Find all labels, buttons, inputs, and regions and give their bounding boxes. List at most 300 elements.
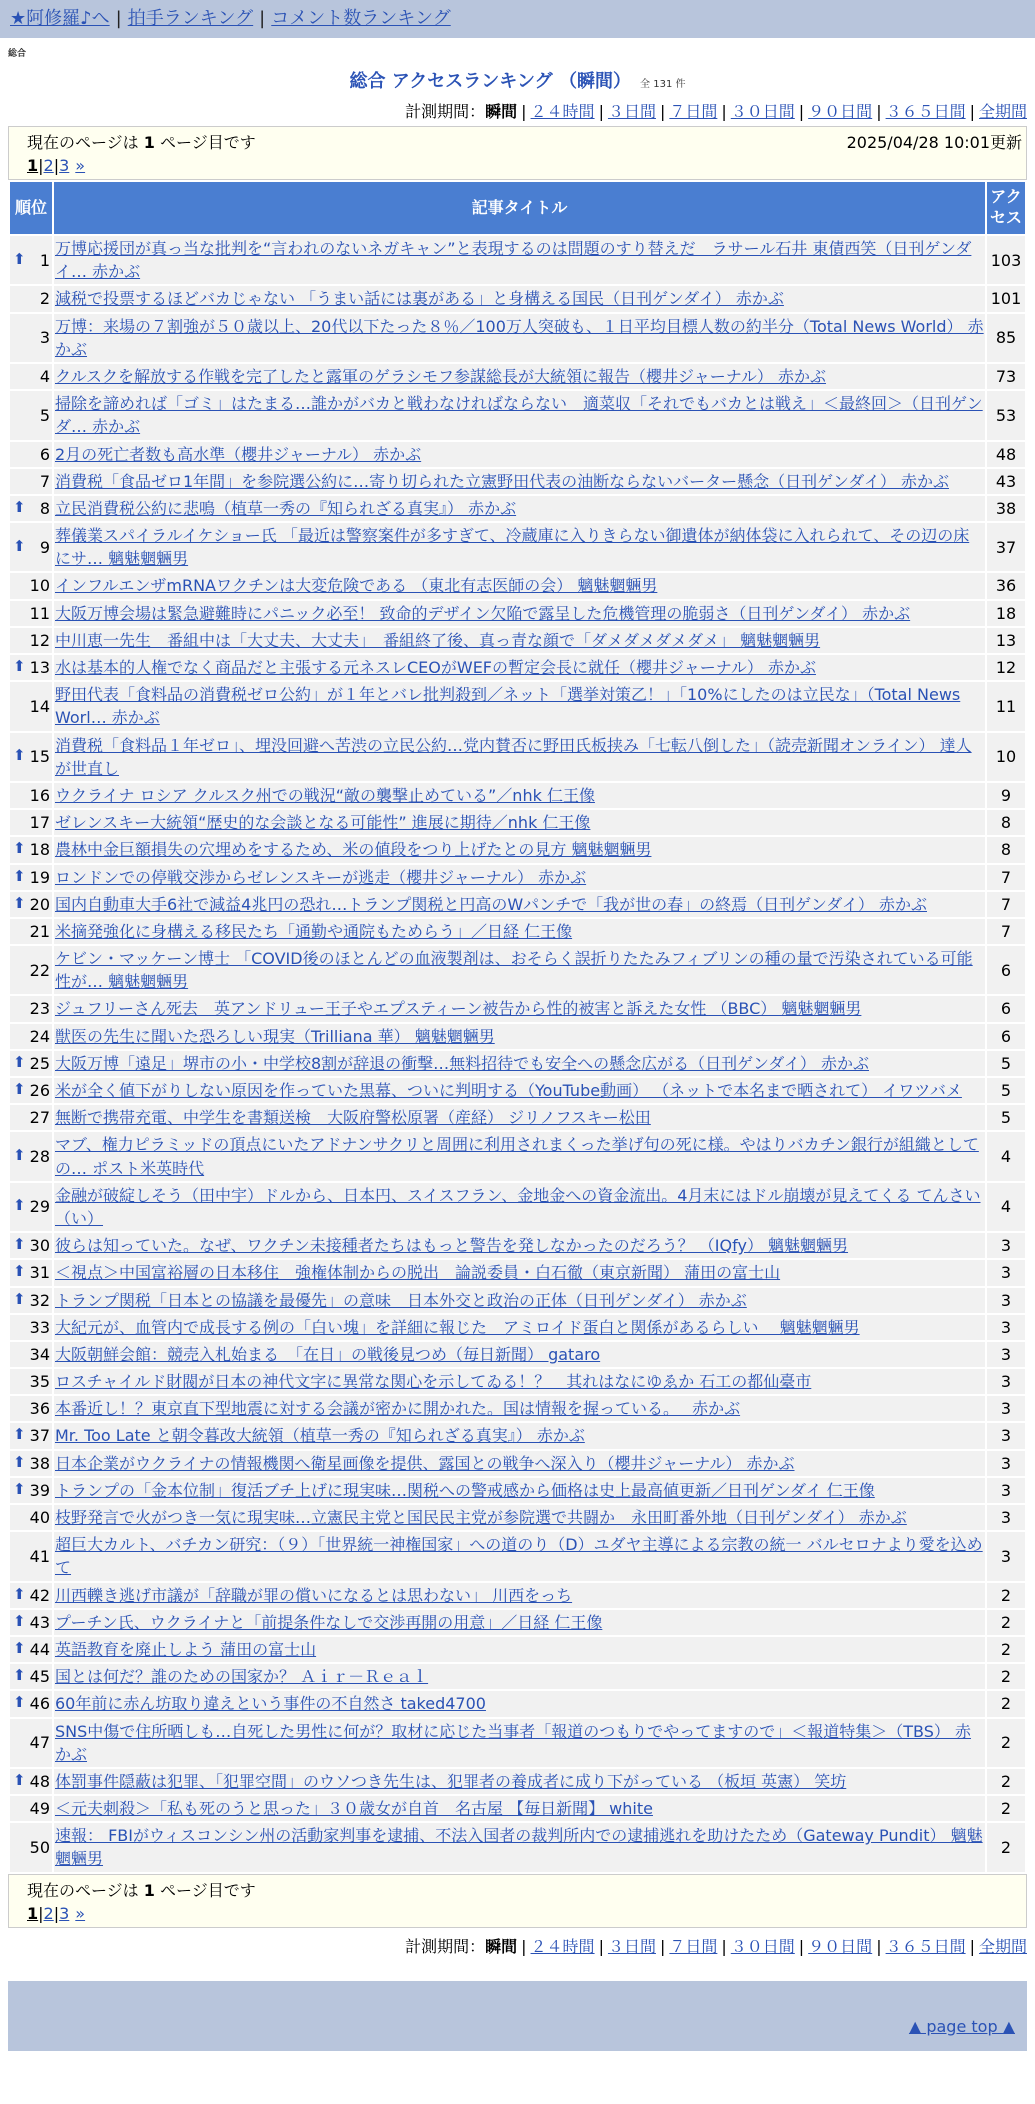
page-link-3[interactable]: 3 <box>59 156 70 175</box>
access-count: 53 <box>987 391 1025 439</box>
period-current: 瞬間 <box>485 1936 518 1956</box>
article-link[interactable]: 日本企業がウクライナの情報機関へ衛星画像を提供、露国との戦争へ深入り（櫻井ジャーナル） 赤かぶ <box>55 1453 795 1473</box>
rank-number: 34 <box>29 1344 50 1364</box>
article-link[interactable]: 掃除を諦めれば「ゴミ」はたまる…誰かがバカと戦わなければならない 適菜収「それでもバカとは戦え」＜最終回＞（日刊ゲンダ… 赤かぶ <box>55 394 983 437</box>
rank-number: 10 <box>29 576 50 596</box>
article-link[interactable]: 2月の死亡者数も高水準（櫻井ジャーナル） 赤かぶ <box>55 444 422 464</box>
page-top-link[interactable]: ▲ page top ▲ <box>908 2016 1015 2036</box>
up-arrow-icon: ⬆ <box>13 497 26 516</box>
access-count: 3 <box>987 1233 1025 1258</box>
article-link[interactable]: ロスチャイルド財閥が日本の神代文字に異常な関心を示してゐる！？ 其れはなにゆゑか 石工の都仙臺市 <box>55 1372 812 1392</box>
access-count: 2 <box>987 1691 1025 1716</box>
article-link[interactable]: 金融が破綻しそう（田中宇）ドルから、日本円、スイスフラン、金地金への資金流出。4月末にはドル崩壊が見えてくる てんさい（い） <box>55 1185 981 1228</box>
title-header: 記事タイトル <box>54 182 985 234</box>
period-option-5-bottom[interactable]: ３６５日間 <box>885 1936 966 1956</box>
up-arrow-icon: ⬆ <box>13 1611 26 1630</box>
article-link[interactable]: トランプ関税「日本との協議を最優先」の意味 日本外交と政治の正体（日刊ゲンダイ） 赤かぶ <box>55 1290 747 1310</box>
table-row <box>10 892 1025 917</box>
article-link[interactable]: 野田代表「食料品の消費税ゼロ公約」が１年とバレ批判殺到／ネット「選挙対策乙！」「10%にしたのは立民な」（Total News Worl… 赤かぶ <box>55 685 961 728</box>
rank-number: 26 <box>29 1081 50 1100</box>
period-option-4-bottom[interactable]: ９０日間 <box>808 1936 873 1956</box>
title-cell <box>54 1610 985 1635</box>
table-row <box>10 1451 1025 1476</box>
table-row <box>10 1078 1025 1103</box>
clap-ranking-link[interactable]: 拍手ランキング <box>127 8 254 29</box>
article-link[interactable]: 葬儀業スパイラルイケショー氏 「最近は警察案件が多すぎて、冷蔵庫に入りきらない御遺体が納体袋に入れられて、その辺の床にサ… 魑魅魍魎男 <box>55 526 970 569</box>
access-count: 101 <box>987 286 1025 311</box>
article-link[interactable]: 英語教育を廃止しよう 蒲田の富士山 <box>55 1639 317 1659</box>
access-count: 4 <box>987 1132 1025 1180</box>
article-link[interactable]: ＜元夫刺殺＞「私も死のうと思った」３０歳女が自首 名古屋 【毎日新聞】 white <box>55 1799 653 1819</box>
access-count: 6 <box>987 996 1025 1021</box>
access-count: 103 <box>987 236 1025 284</box>
access-count: 3 <box>987 1315 1025 1340</box>
current-page-text <box>27 1878 1014 1901</box>
access-count: 2 <box>987 1796 1025 1821</box>
period-option-1[interactable]: ３日間 <box>607 102 656 121</box>
table-row <box>10 1396 1025 1421</box>
up-arrow-icon: ⬆ <box>13 1584 26 1603</box>
title-cell <box>54 469 985 494</box>
title-cell <box>54 892 985 917</box>
article-link[interactable]: クルスクを解放する作戦を完了したと露軍のゲラシモフ参謀総長が大統領に報告（櫻井ジャーナル） 赤かぶ <box>55 366 827 386</box>
title-cell <box>54 1637 985 1662</box>
rank-cell <box>10 1719 52 1767</box>
rank-number: 13 <box>29 658 50 677</box>
pagination <box>27 1904 1014 1923</box>
title-cell <box>54 1396 985 1421</box>
article-link[interactable]: 減税で投票するほどバカじゃない 「うまい話には裏がある」と身構える国民（日刊ゲンダイ） 赤かぶ <box>55 289 784 309</box>
article-link[interactable]: 万博応援団が真っ当な批判を“言われのないネガキャン”と表現するのは問題のすり替えだ ラサール石井 東債西笑（日刊ゲンダイ… 赤かぶ <box>55 239 972 282</box>
title-cell <box>54 1796 985 1821</box>
current-page-number: 1 <box>143 1880 155 1900</box>
table-row <box>10 837 1025 862</box>
period-separator: | <box>876 1936 882 1956</box>
rank-number: 44 <box>29 1639 50 1659</box>
rank-cell <box>10 1288 52 1313</box>
home-link[interactable]: ★阿修羅♪へ <box>10 8 110 29</box>
page-info-bottom <box>8 1874 1027 1928</box>
period-option-2[interactable]: ７日間 <box>669 102 718 121</box>
article-link[interactable]: マブ、権力ピラミッドの頂点にいたアドナンサクリと周囲に利用されまくった挙げ句の死に様。やはりバカチン銀行が組織としての… ポスト米英時代 <box>55 1135 979 1178</box>
access-count: 3 <box>987 1505 1025 1530</box>
rank-cell <box>10 496 52 521</box>
rank-number: 37 <box>29 1426 50 1446</box>
rank-number: 18 <box>29 840 50 860</box>
article-link[interactable]: 国内自動車大手6社で減益4兆円の恐れ…トランプ関税と円高のWパンチで「我が世の春」の終焉（日刊ゲンダイ） 赤かぶ <box>55 894 927 914</box>
title-cell <box>54 996 985 1021</box>
rank-number: 31 <box>29 1263 50 1283</box>
rank-number: 7 <box>39 471 50 491</box>
title-cell <box>54 1051 985 1076</box>
title-cell <box>54 364 985 389</box>
rank-number: 28 <box>29 1146 50 1166</box>
article-link[interactable]: 大紀元が、血管内で成長する例の「白い塊」を詳細に報じた アミロイド蛋白と関係があるらしい 魑魅魍魎男 <box>55 1317 860 1337</box>
article-link[interactable]: 大阪万博会場は緊急避難時にパニック必至！ 致命的デザイン欠陥で露呈した危機管理の脆弱さ（日刊ゲンダイ） 赤かぶ <box>55 603 911 623</box>
table-row <box>10 1260 1025 1285</box>
up-arrow-icon: ⬆ <box>13 536 26 555</box>
rank-cell <box>10 1233 52 1258</box>
article-link[interactable]: 米摘発強化に身構える移民たち「通勤や通院もためらう」／日経 仁王像 <box>55 921 573 941</box>
up-arrow-icon: ⬆ <box>13 1666 26 1685</box>
article-link[interactable]: 60年前に赤ん坊取り違えという事件の不自然さ taked4700 <box>55 1694 486 1714</box>
pagination <box>27 156 1014 175</box>
table-row <box>10 1691 1025 1716</box>
access-count: 2 <box>987 1823 1025 1871</box>
table-row <box>10 496 1025 521</box>
main-content <box>0 46 1035 1957</box>
rank-cell <box>10 682 52 730</box>
article-link[interactable]: トランプの「金本位制」復活ブチ上げに現実味…関税への警戒感から価格は史上最高値更新／日刊ゲンダイ 仁王像 <box>55 1480 875 1500</box>
title-cell <box>54 655 985 680</box>
table-row <box>10 1288 1025 1313</box>
table-row <box>10 1132 1025 1180</box>
period-option-4[interactable]: ９０日間 <box>808 102 873 121</box>
table-row <box>10 442 1025 467</box>
title-cell <box>54 1664 985 1689</box>
top-nav-bar <box>0 0 1035 38</box>
title-cell <box>54 1769 985 1794</box>
rank-cell <box>10 314 52 362</box>
rank-cell <box>10 1342 52 1367</box>
up-arrow-icon: ⬆ <box>13 1289 26 1308</box>
period-option-6[interactable]: 全期間 <box>978 102 1027 121</box>
period-separator: | <box>969 1936 975 1956</box>
access-count: 7 <box>987 865 1025 890</box>
access-count: 3 <box>987 1260 1025 1285</box>
access-count: 3 <box>987 1423 1025 1448</box>
rank-number: 23 <box>29 999 50 1019</box>
rank-cell <box>10 919 52 944</box>
current-page-number: 1 <box>143 133 155 152</box>
ranking-table <box>8 180 1027 1874</box>
up-arrow-icon: ⬆ <box>13 1693 26 1712</box>
rank-number: 32 <box>29 1290 50 1310</box>
period-option-5[interactable]: ３６５日間 <box>885 102 966 121</box>
title-cell <box>54 1478 985 1503</box>
page-link-1: 1 <box>27 156 39 175</box>
up-arrow-icon: ⬆ <box>13 839 26 858</box>
table-row <box>10 1183 1025 1231</box>
page-top-bar <box>8 2011 1027 2051</box>
access-count: 3 <box>987 1342 1025 1367</box>
table-row <box>10 314 1025 362</box>
access-count: 8 <box>987 810 1025 835</box>
article-link[interactable]: 万博：来場の７割強が５０歳以上、20代以下たった８％／100万人突破も、１日平均目標人数の約半分（Total News World） 赤かぶ <box>55 316 984 359</box>
rank-number: 50 <box>29 1837 50 1857</box>
up-arrow-icon: ⬆ <box>13 1145 26 1164</box>
article-link[interactable]: ＜視点＞中国富裕層の日本移住 強権体制からの脱出 論説委員・白石徹（東京新聞） 蒲田の富士山 <box>55 1263 781 1283</box>
period-selector-bottom <box>8 1934 1027 1957</box>
title-cell <box>54 919 985 944</box>
article-link[interactable]: 消費税「食料品１年ゼロ」、埋没回避へ苦渋の立民公約…党内賛否に野田氏板挟み「七転八倒した」（読売新聞オンライン） 達人が世直し <box>55 735 972 778</box>
period-separator: | <box>659 102 666 121</box>
period-option-3-bottom[interactable]: ３０日間 <box>730 1936 795 1956</box>
article-link[interactable]: プーチン氏、ウクライナと「前提条件なしで交渉再開の用意」／日経 仁王像 <box>55 1612 603 1632</box>
rank-number: 22 <box>29 960 50 980</box>
article-link[interactable]: ゼレンスキー大統領“歴史的な会談となる可能性” 進展に期待／nhk 仁王像 <box>55 813 591 833</box>
article-link[interactable]: ウクライナ ロシア クルスク州での戦況“敵の襲撃止めている”／nhk 仁王像 <box>55 785 595 805</box>
table-row <box>10 1796 1025 1821</box>
rank-number: 39 <box>29 1480 50 1500</box>
next-page-link[interactable]: » <box>75 1903 86 1923</box>
table-row <box>10 1051 1025 1076</box>
table-row <box>10 469 1025 494</box>
rank-number: 43 <box>29 1612 50 1632</box>
title-cell <box>54 1233 985 1258</box>
rank-number: 14 <box>29 696 50 716</box>
rank-number: 11 <box>29 603 50 623</box>
rank-cell <box>10 1369 52 1394</box>
rank-cell <box>10 1423 52 1448</box>
title-cell <box>54 1532 985 1580</box>
title-cell <box>54 573 985 598</box>
page-text-prefix: 現在のページは <box>27 133 139 152</box>
article-link[interactable]: ロンドンでの停戦交渉からゼレンスキーが逃走（櫻井ジャーナル） 赤かぶ <box>55 867 587 887</box>
period-separator: | <box>598 102 604 121</box>
up-arrow-icon: ⬆ <box>13 1235 26 1254</box>
period-separator: | <box>798 1936 805 1956</box>
period-option-2-bottom[interactable]: ７日間 <box>669 1936 718 1956</box>
title-cell <box>54 628 985 653</box>
rank-number: 6 <box>39 444 50 464</box>
up-arrow-icon: ⬆ <box>13 1638 26 1657</box>
title-cell <box>54 733 985 781</box>
title-cell <box>54 1369 985 1394</box>
rank-cell <box>10 1315 52 1340</box>
access-count: 36 <box>987 573 1025 598</box>
page-text-suffix: ページ目です <box>160 1880 256 1900</box>
article-link[interactable]: インフルエンザmRNAワクチンは大変危険である （東北有志医師の会） 魑魅魍魎男 <box>55 576 658 596</box>
period-option-1-bottom[interactable]: ３日間 <box>607 1936 656 1956</box>
rank-number: 29 <box>29 1197 50 1217</box>
up-arrow-icon: ⬆ <box>13 866 26 885</box>
period-option-3[interactable]: ３０日間 <box>730 102 795 121</box>
rank-number: 36 <box>29 1399 50 1419</box>
article-link[interactable]: ジュフリーさん死去 英アンドリュー王子やエプスティーン被告から性的被害と訴えた女性 （BBC） 魑魅魍魎男 <box>55 999 862 1019</box>
title-cell <box>54 1288 985 1313</box>
access-count: 85 <box>987 314 1025 362</box>
article-link[interactable]: 国とは何だ？誰のための国家か？ Ａｉｒ－Ｒｅａｌ <box>55 1667 429 1687</box>
access-count: 73 <box>987 364 1025 389</box>
table-row <box>10 1637 1025 1662</box>
article-link[interactable]: 無断で携帯充電、中学生を書類送検 大阪府警松原署（産経） ジリノフスキー松田 <box>55 1108 651 1128</box>
rank-number: 21 <box>29 921 50 941</box>
table-row <box>10 1823 1025 1871</box>
table-row <box>10 1342 1025 1367</box>
period-separator: | <box>969 102 975 121</box>
title-cell <box>54 865 985 890</box>
rank-number: 20 <box>29 894 50 914</box>
nav-separator: | <box>259 8 266 29</box>
title-cell <box>54 1342 985 1367</box>
rank-number: 47 <box>29 1733 50 1753</box>
access-count: 2 <box>987 1637 1025 1662</box>
title-cell <box>54 1024 985 1049</box>
access-count: 10 <box>987 733 1025 781</box>
next-page-link[interactable]: » <box>75 156 86 175</box>
access-count: 2 <box>987 1583 1025 1608</box>
page-link-3[interactable]: 3 <box>59 1903 70 1923</box>
rank-number: 48 <box>29 1771 50 1791</box>
table-row <box>10 1315 1025 1340</box>
title-cell <box>54 1823 985 1871</box>
table-row <box>10 919 1025 944</box>
article-link[interactable]: 枝野発言で火がつき一気に現実味…立憲民主党と国民民主党が参院選で共闘か 永田町番外地（日刊ゲンダイ） 赤かぶ <box>55 1508 907 1527</box>
page-text-prefix: 現在のページは <box>27 1880 139 1900</box>
article-link[interactable]: ケビン・マッケーン博士 「COVID後のほとんどの血液製剤は、おそらく誤折りたたみフィブリンの種の量で汚染されている可能性が… 魑魅魍魎男 <box>55 949 973 992</box>
rank-cell <box>10 1583 52 1608</box>
title-cell <box>54 1315 985 1340</box>
article-link[interactable]: 速報： FBIがウィスコンシン州の活動家判事を逮捕、不法入国者の裁判所内での逮捕逃れを助けたため（Gateway Pundit） 魑魅魍魎男 <box>55 1826 983 1869</box>
article-link[interactable]: 中川恵一先生 番組中は「大丈夫、大丈夫」 番組終了後、真っ青な顔で「ダメダメダメダメ」 魑魅魍魎男 <box>55 630 821 650</box>
total-count: 全 131 件 <box>640 79 686 90</box>
article-link[interactable]: 獣医の先生に聞いた恐ろしい現実（Trilliana 華） 魑魅魍魎男 <box>55 1026 495 1046</box>
up-arrow-icon: ⬆ <box>13 1770 26 1789</box>
page-link-2[interactable]: 2 <box>43 1903 54 1923</box>
rank-cell <box>10 236 52 284</box>
article-link[interactable]: 体罰事件隠蔽は犯罪、「犯罪空間」のウソつき先生は、犯罪者の養成者に成り下がっている （板垣 英憲） 笑坊 <box>55 1771 847 1791</box>
title-cell <box>54 783 985 808</box>
article-link[interactable]: 農林中金巨額損失の穴埋めをするため、米の値段をつり上げたとの見方 魑魅魍魎男 <box>55 840 652 860</box>
access-count: 7 <box>987 892 1025 917</box>
rank-number: 9 <box>39 537 50 557</box>
rank-cell <box>10 1637 52 1662</box>
period-separator: | <box>598 1936 604 1956</box>
up-arrow-icon: ⬆ <box>13 1425 26 1444</box>
article-link[interactable]: Mr. Too Late と朝令暮改大統領（植草一秀の『知られざる真実』） 赤かぶ <box>55 1426 585 1446</box>
table-row <box>10 1105 1025 1130</box>
access-count: 7 <box>987 919 1025 944</box>
up-arrow-icon: ⬆ <box>13 893 26 912</box>
access-count: 3 <box>987 1288 1025 1313</box>
period-option-0-bottom[interactable]: ２４時間 <box>530 1936 595 1956</box>
up-arrow-icon: ⬆ <box>13 1452 26 1471</box>
rank-number: 38 <box>29 1453 50 1473</box>
access-count: 5 <box>987 1078 1025 1103</box>
access-count: 4 <box>987 1183 1025 1231</box>
title-cell <box>54 1451 985 1476</box>
access-count: 12 <box>987 655 1025 680</box>
access-count: 2 <box>987 1610 1025 1635</box>
title-cell <box>54 946 985 994</box>
page-separator: | <box>53 156 60 175</box>
page-separator: | <box>38 1903 44 1923</box>
article-link[interactable]: 彼らは知っていた。なぜ、ワクチン未接種者たちはもっと警告を発しなかったのだろう？ （IQfy） 魑魅魍魎男 <box>55 1236 849 1256</box>
table-row <box>10 628 1025 653</box>
article-link[interactable]: 超巨大カルト、バチカン研究：（９）「世界統一神権国家」への道のり（D）ユダヤ主導による宗教の統一 バルセロナより愛を込めて <box>55 1535 983 1578</box>
table-row <box>10 1664 1025 1689</box>
article-link[interactable]: 水は基本的人権でなく商品だと主張する元ネスレCEOがWEFの暫定会長に就任（櫻井ジャーナル） 赤かぶ <box>55 658 816 677</box>
rank-cell <box>10 573 52 598</box>
access-count: 8 <box>987 837 1025 862</box>
period-current: 瞬間 <box>485 102 518 121</box>
rank-cell <box>10 946 52 994</box>
page-link-2[interactable]: 2 <box>43 156 54 175</box>
rank-number: 8 <box>39 498 50 518</box>
title-cell <box>54 286 985 311</box>
table-row <box>10 601 1025 626</box>
rank-number: 1 <box>39 250 50 270</box>
article-link[interactable]: 消費税「食品ゼロ1年間」を参院選公約に…寄り切られた立憲野田代表の油断ならないバーター懸念（日刊ゲンダイ） 赤かぶ <box>55 471 949 491</box>
rank-cell <box>10 469 52 494</box>
title-cell <box>54 810 985 835</box>
rank-cell <box>10 364 52 389</box>
access-count: 3 <box>987 1532 1025 1580</box>
article-link[interactable]: 大阪万博「遠足」堺市の小・中学校8割が辞退の衝撃…無料招待でも安全への懸念広がる（日刊ゲンダイ） 赤かぶ <box>55 1053 869 1073</box>
table-row <box>10 946 1025 994</box>
rank-cell <box>10 1691 52 1716</box>
rank-cell <box>10 1078 52 1103</box>
title-cell <box>54 1505 985 1530</box>
page-info-top <box>8 126 1027 180</box>
rank-cell <box>10 1796 52 1821</box>
rank-number: 35 <box>29 1372 50 1392</box>
footer-bar <box>8 1981 1027 2011</box>
rank-cell <box>10 1664 52 1689</box>
period-selector-top <box>8 99 1027 122</box>
title-cell <box>54 236 985 284</box>
page-separator: | <box>38 156 44 175</box>
rank-number: 46 <box>29 1694 50 1714</box>
rank-cell <box>10 1505 52 1530</box>
article-link[interactable]: SNS中傷で住所晒しも…自死した男性に何が？取材に応じた当事者「報道のつもりでやってますので」＜報道特集＞（TBS） 赤かぶ <box>55 1721 971 1764</box>
rank-cell <box>10 1823 52 1871</box>
rank-number: 33 <box>29 1317 50 1337</box>
rank-cell <box>10 996 52 1021</box>
table-row <box>10 573 1025 598</box>
rank-number: 42 <box>29 1585 50 1605</box>
rank-number: 5 <box>39 405 50 425</box>
comment-ranking-link[interactable]: コメント数ランキング <box>271 8 451 29</box>
up-arrow-icon: ⬆ <box>13 1479 26 1498</box>
table-row <box>10 523 1025 571</box>
updated-timestamp: 2025/04/28 10:01更新 <box>846 133 1022 152</box>
rank-cell <box>10 810 52 835</box>
table-row <box>10 286 1025 311</box>
title-cell <box>54 1132 985 1180</box>
period-separator: | <box>521 1936 527 1956</box>
article-link[interactable]: 川西轢き逃げ市議が「辞職が罪の償いになるとは思わない」 川西をっち <box>55 1585 573 1605</box>
table-row <box>10 1583 1025 1608</box>
up-arrow-icon: ⬆ <box>13 1080 26 1098</box>
table-row <box>10 810 1025 835</box>
table-row <box>10 996 1025 1021</box>
period-option-6-bottom[interactable]: 全期間 <box>978 1936 1027 1956</box>
access-count: 5 <box>987 1051 1025 1076</box>
page-link-1: 1 <box>27 1903 39 1923</box>
period-option-0[interactable]: ２４時間 <box>530 102 595 121</box>
rank-number: 3 <box>39 328 50 348</box>
table-row <box>10 1769 1025 1794</box>
table-row <box>10 865 1025 890</box>
rank-cell <box>10 628 52 653</box>
rank-cell <box>10 892 52 917</box>
rank-cell <box>10 865 52 890</box>
article-link[interactable]: 本番近し！？東京直下型地震に対する会議が密かに開かれた。国は情報を握っている。 赤かぶ <box>55 1399 741 1419</box>
title-cell <box>54 523 985 571</box>
title-cell <box>54 1105 985 1130</box>
article-link[interactable]: 大阪朝鮮会館：競売入札始まる 「在日」の戦後見つめ（毎日新聞） gataro <box>55 1344 601 1364</box>
rank-number: 16 <box>29 785 50 805</box>
table-row <box>10 1423 1025 1448</box>
rank-cell <box>10 1478 52 1503</box>
rank-number: 17 <box>29 813 50 833</box>
article-link[interactable]: 米が全く値下がりしない原因を作っていた黒幕、ついに判明する（YouTube動画） （ネットで本名まで晒されて） イワツバメ <box>55 1081 962 1100</box>
article-link[interactable]: 立民消費税公約に悲鳴（植草一秀の『知られざる真実』） 赤かぶ <box>55 498 517 518</box>
access-count: 2 <box>987 1719 1025 1767</box>
rank-number: 30 <box>29 1236 50 1256</box>
